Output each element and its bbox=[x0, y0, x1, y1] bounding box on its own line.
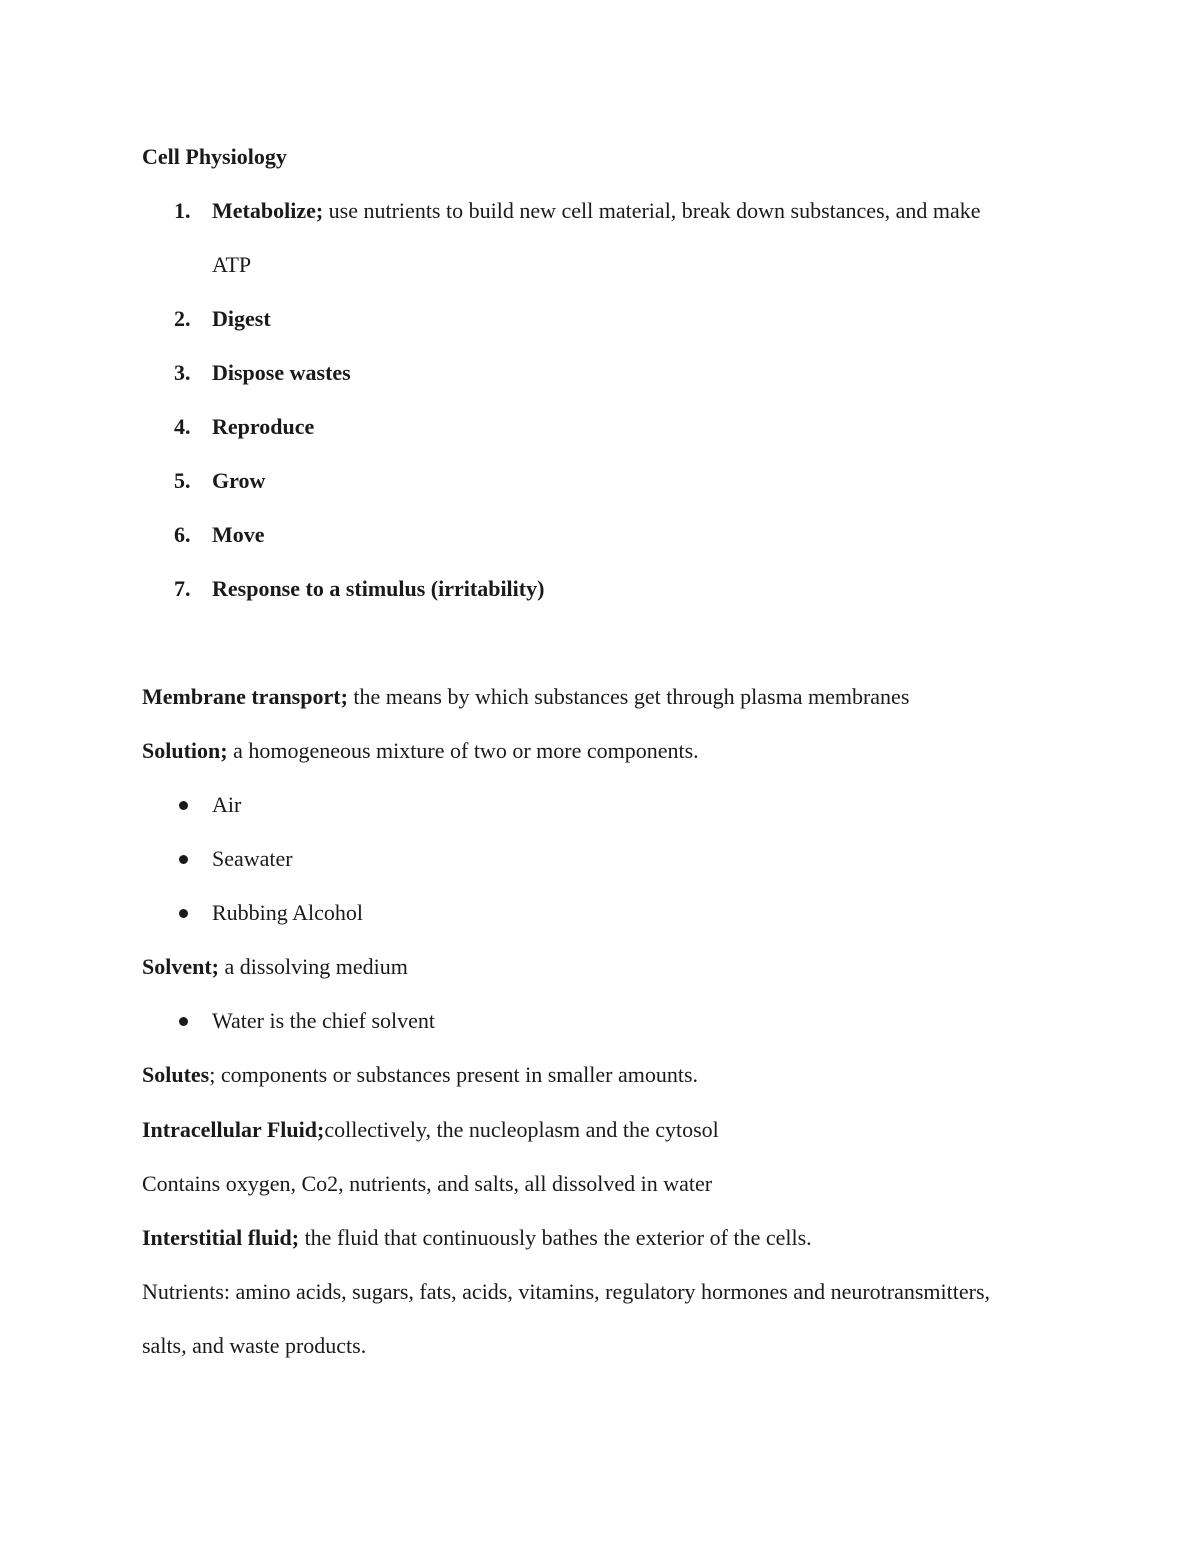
definition-text: a homogeneous mixture of two or more components. bbox=[227, 738, 699, 763]
list-item bbox=[212, 196, 981, 226]
definition-text: the fluid that continuously bathes the exterior of the cells. bbox=[299, 1225, 812, 1250]
list-item-term: Reproduce bbox=[212, 414, 315, 439]
list-item-term: Digest bbox=[212, 306, 271, 331]
list-item-term: Move bbox=[212, 522, 265, 547]
definition-text: collectively, the nucleoplasm and the cytosol bbox=[324, 1117, 719, 1142]
bullet-icon bbox=[179, 909, 188, 918]
nutrients-text-line-1: Nutrients: amino acids, sugars, fats, acids, vitamins, regulatory hormones and neurotransmitters, bbox=[142, 1279, 991, 1304]
definition-interstitial-fluid bbox=[142, 1223, 812, 1253]
definition-membrane-transport bbox=[142, 682, 909, 712]
definition-solution bbox=[142, 736, 699, 766]
definition-text: a dissolving medium bbox=[219, 954, 408, 979]
list-item: Seawater bbox=[212, 846, 293, 871]
bullet-icon bbox=[179, 801, 188, 810]
list-item-continuation: ATP bbox=[212, 252, 252, 277]
list-number: 1. bbox=[174, 198, 191, 223]
nutrients-text-line-2: salts, and waste products. bbox=[142, 1333, 367, 1358]
definition-term: Interstitial fluid; bbox=[142, 1225, 300, 1250]
definition-term: Membrane transport; bbox=[142, 684, 348, 709]
definition-term: Solutes bbox=[142, 1062, 210, 1087]
list-item-term: Dispose wastes bbox=[212, 360, 351, 385]
list-item: Water is the chief solvent bbox=[212, 1008, 436, 1033]
list-number: 3. bbox=[174, 360, 191, 385]
list-item: Air bbox=[212, 792, 242, 817]
list-number: 2. bbox=[174, 306, 191, 331]
definition-term: Intracellular Fluid; bbox=[142, 1117, 325, 1142]
list-number: 5. bbox=[174, 468, 191, 493]
list-item-term: Metabolize; bbox=[212, 198, 324, 223]
definition-text: ; components or substances present in smaller amounts. bbox=[209, 1062, 699, 1087]
bullet-icon bbox=[179, 1017, 188, 1026]
list-number: 6. bbox=[174, 522, 191, 547]
definition-term: Solution; bbox=[142, 738, 228, 763]
bullet-icon bbox=[179, 855, 188, 864]
definition-solutes bbox=[142, 1060, 698, 1090]
list-item-text: use nutrients to build new cell material, break down substances, and make bbox=[323, 198, 981, 223]
definition-intracellular-fluid bbox=[142, 1115, 719, 1145]
list-item-term: Response to a stimulus (irritability) bbox=[212, 576, 545, 601]
list-item-term: Grow bbox=[212, 468, 266, 493]
list-item: Rubbing Alcohol bbox=[212, 900, 363, 925]
contains-text: Contains oxygen, Co2, nutrients, and salts, all dissolved in water bbox=[142, 1171, 713, 1196]
list-number: 7. bbox=[174, 576, 191, 601]
page-title: Cell Physiology bbox=[142, 144, 287, 169]
definition-term: Solvent; bbox=[142, 954, 219, 979]
list-number: 4. bbox=[174, 414, 191, 439]
definition-text: the means by which substances get through plasma membranes bbox=[347, 684, 910, 709]
definition-solvent bbox=[142, 952, 408, 982]
